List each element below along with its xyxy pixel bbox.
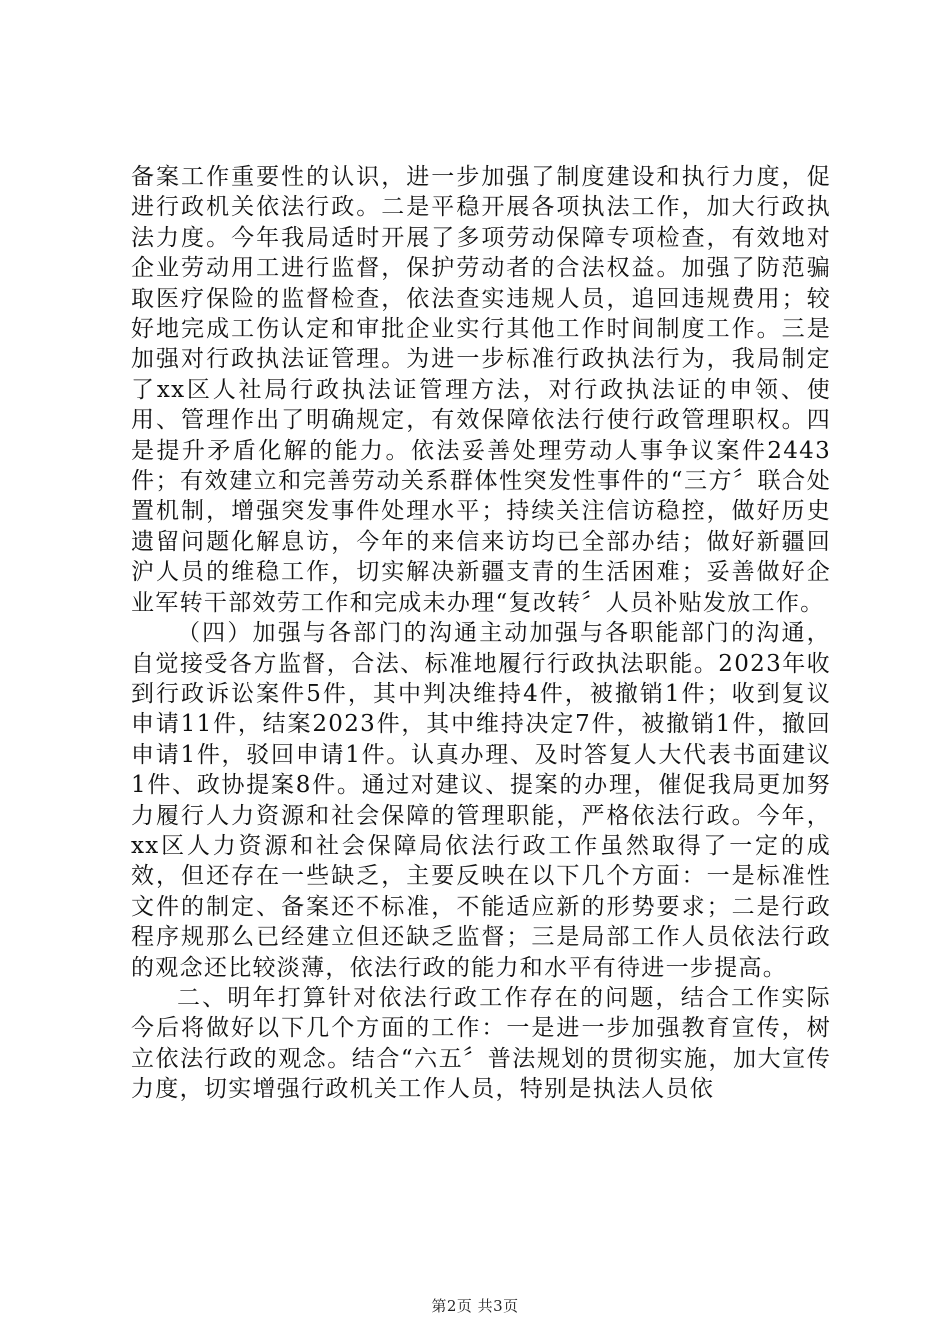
document-body (131, 162, 831, 1105)
paragraph-next-year-plan: 二、明年打算针对依法行政工作存在的问题，结合工作实际今后将做好以下几个方面的工作：一是进一步加强教育宣传，树立依法行政的观念。结合“六五〞普法规划的贯彻实施，加大宣传力度，切实增强行政机关工作人员，特别是执法人员依 (131, 984, 831, 1103)
paragraph-continued-from-previous-page: 备案工作重要性的认识，进一步加强了制度建设和执行力度，促进行政机关依法行政。二是平稳开展各项执法工作，加大行政执法力度。今年我局适时开展了多项劳动保障专项检查，有效地对企业劳动用工进行监督，保护劳动者的合法权益。加强了防范骗取医疗保险的监督检查，依法查实违规人员，追回违规费用；较好地完成工伤认定和审批企业实行其他工作时间制度工作。三是加强对行政执法证管理。为进一步标准行政执法行为，我局制定了xx区人社局行政执法证管理方法，对行政执法证的申领、使用、管理作出了明确规定，有效保障依法行使行政管理职权。四是提升矛盾化解的能力。依法妥善处理劳动人事争议案件2443件；有效建立和完善劳动关系群体性突发性事件的“三方〞联合处置机制，增强突发事件处理水平；持续关注信访稳控，做好历史遗留问题化解息访，今年的来信来访均已全部办结；做好新疆回沪人员的维稳工作，切实解决新疆支青的生活困难；妥善做好企业军转干部效劳工作和完成未办理“复改转〞人员补贴发放工作。 (131, 164, 831, 616)
page-number-footer: 第2页 共3页 (431, 1297, 519, 1315)
paragraph-section-four: （四）加强与各部门的沟通主动加强与各职能部门的沟通，自觉接受各方监督，合法、标准地履行行政执法职能。2023年收到行政诉讼案件5件，其中判决维持4件，被撤销1件；收到复议申请11件，结案2023件，其中维持决定7件，被撤销1件，撤回申请1件，驳回申请1件。认真办理、及时答复人大代表书面建议1件、政协提案8件。通过对建议、提案的办理，催促我局更加努力履行人力资源和社会保障的管理职能，严格依法行政。今年，xx区人力资源和社会保障局依法行政工作虽然取得了一定的成效，但还存在一些缺乏，主要反映在以下几个方面：一是标准性文件的制定、备案还不标准，不能适应新的形势要求；二是行政程序规那么已经建立但还缺乏监督；三是局部工作人员依法行政的观念还比较淡薄，依法行政的能力和水平有待进一步提高。 (131, 620, 831, 981)
